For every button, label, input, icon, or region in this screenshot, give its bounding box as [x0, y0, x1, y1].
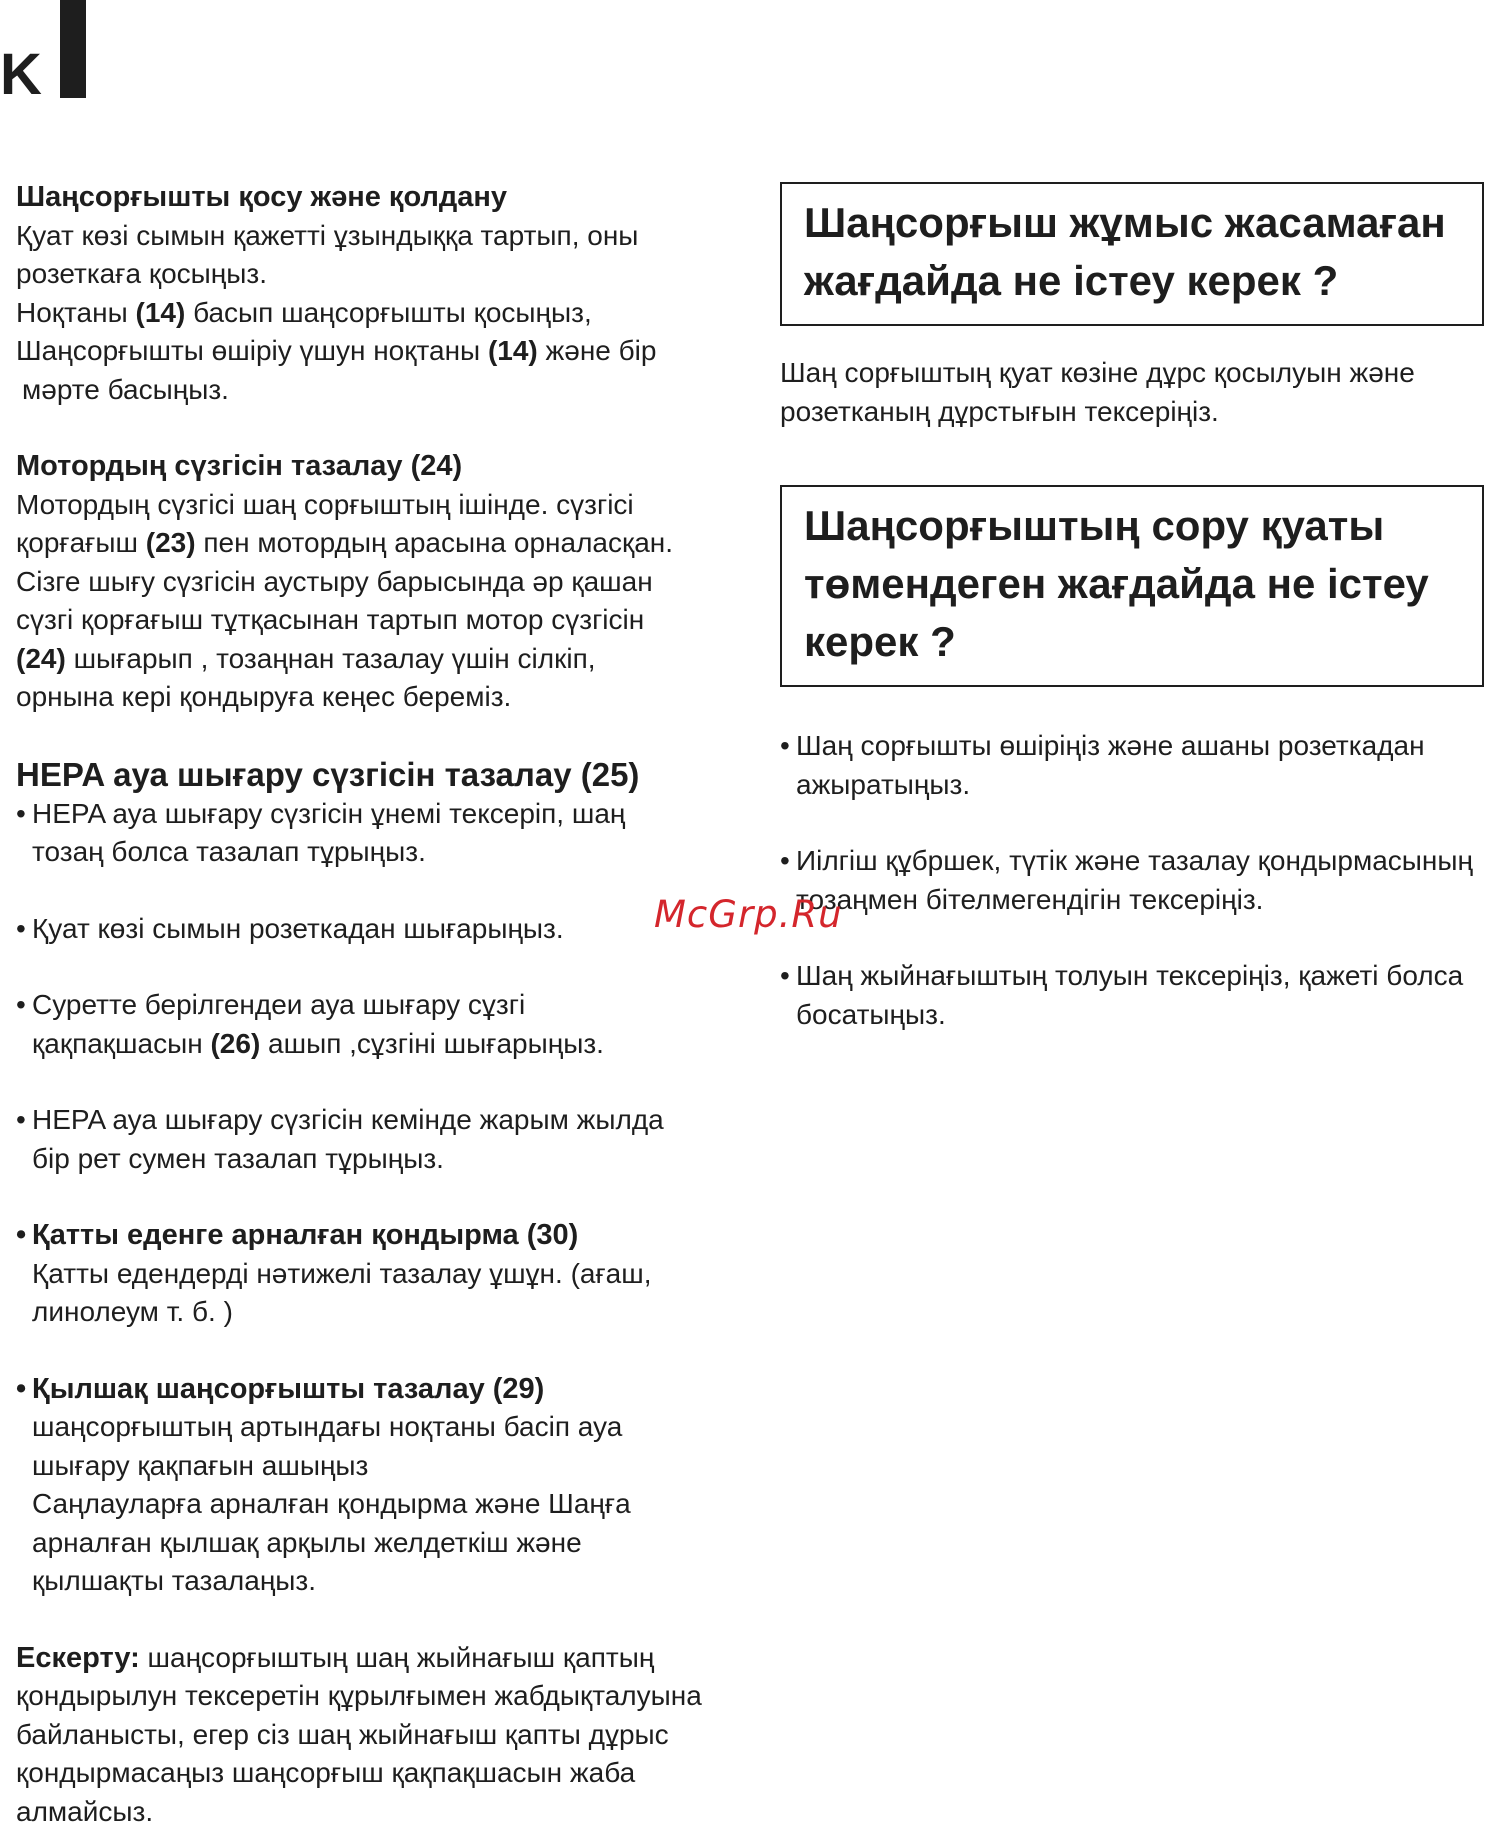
text-line: бір рет сумен тазалап тұрыңыз. — [32, 1142, 444, 1174]
text-line: тозаң болса тазалап тұрыңыз. — [32, 836, 426, 867]
left-column — [16, 178, 716, 1831]
text-line: линолеум т. б. ) — [32, 1296, 233, 1327]
bullet-heading-floor-nozzle: • Қатты еденге арналған қондырма (30) — [16, 1219, 579, 1251]
text-line: ажыратыңыз. — [796, 768, 971, 800]
bullet-item: • Шаң сорғышты өшіріңіз және ашаны розеткадан — [780, 730, 1425, 761]
text-line: Сізге шығу сүзгісін аустыру барысында әр қашан — [16, 565, 653, 597]
note-line: Ескерту: шаңсорғыштың шаң жыйнағыш қаптың — [16, 1641, 655, 1674]
text-line: мәрте басыңыз. — [22, 373, 229, 405]
text-line: Шаң сорғыштың қуат көзіне дұрс қосылуын және — [780, 357, 1415, 388]
text-line: Қатты едендерді нәтижелі тазалау ұшұн. (ағаш, — [32, 1257, 652, 1289]
section-title-usage: Шаңсорғышты қосу және қолдану — [16, 181, 508, 213]
text-line: қылшақты тазалаңыз. — [32, 1565, 317, 1596]
text-line: арналған қылшақ арқылы желдеткіш және — [32, 1526, 582, 1558]
text-line: қақпақшасын (26) ашып ,сұзгіні шығарыңыз. — [32, 1027, 604, 1059]
language-marker — [0, 0, 90, 110]
box-title-line: төмендеген жағдайда не істеу — [804, 560, 1429, 607]
bullet-item: • HEPA ауа шығару сүзгісін ұнемі тексеріп, шаң — [16, 797, 626, 829]
text-line: тозаңмен бітелмегендігін тексеріңіз. — [796, 883, 1264, 915]
section-title-motor-filter: Мотордың сүзгісін тазалау (24) — [16, 450, 463, 482]
note-label: Ескерту: — [16, 1641, 140, 1674]
text-line: қондырылун тексеретін құрылғымен жабдықталуына — [16, 1680, 702, 1711]
text-line: алмайсыз. — [16, 1795, 154, 1827]
text-line: розеткаға қосыңыз. — [16, 258, 267, 289]
text-line: (24) шығарып , тозаңнан тазалау үшін сілкіп, — [16, 642, 596, 674]
text-line: қондырмасаңыз шаңсорғыш қақпақшасын жаба — [16, 1757, 636, 1788]
bullet-item: • HEPA ауа шығару сүзгісін кемінде жарым жылда — [16, 1104, 664, 1135]
text-line: сүзгі қорғағыш тұтқасынан тартып мотор сүзгісін — [16, 604, 645, 635]
text-line: Саңлауларға арналған қондырма және Шаңға — [32, 1488, 631, 1519]
watermark: McGrp.Ru — [654, 893, 843, 936]
heading-box-not-working — [780, 182, 1484, 326]
language-bar — [60, 0, 86, 98]
text-line: розетканың дұрстығын тексеріңіз. — [780, 395, 1219, 427]
bullet-item: • Суретте берілгендеи ауа шығару сұзгі — [16, 989, 526, 1020]
box-title-line: керек ? — [804, 618, 956, 665]
box-title-line: жағдайда не істеу керек ? — [804, 257, 1339, 304]
heading-box-low-suction — [780, 485, 1484, 687]
text-line: Ноқтаны (14) басып шаңсорғышты қосыңыз, — [16, 296, 592, 328]
box-title-line: Шаңсорғыш жұмыс жасамаған — [804, 199, 1446, 246]
text-line: Шаңсорғышты өшіріу үшун ноқтаны (14) және бір — [16, 335, 657, 366]
text-line: Қуат көзі сымын қажетті ұзындыққа тартып, оны — [16, 219, 639, 251]
bullet-heading-brush-cleaning: • Қылшақ шаңсорғышты тазалау (29) — [16, 1372, 545, 1405]
section-title-hepa: HEPA ауа шығару сүзгісін тазалау (25) — [16, 755, 640, 793]
text-line: шығару қақпағын ашыңыз — [32, 1449, 369, 1481]
language-letter: K — [0, 42, 42, 107]
bullet-item: • Шаң жыйнағыштың толуын тексеріңіз, қажеті болса — [780, 960, 1464, 991]
text-line: Мотордың сүзгісі шаң сорғыштың ішінде. сүзгісі — [16, 488, 634, 520]
text-line: орнына кері қондыруға кеңес береміз. — [16, 681, 512, 712]
text-line: қорғағыш (23) пен мотордың арасына орналасқан. — [16, 527, 674, 558]
right-column — [780, 182, 1495, 1034]
text-line: байланысты, егер сіз шаң жыйнағыш қапты дұрыс — [16, 1718, 669, 1750]
text-line: шаңсорғыштың артындағы ноқтаны басіп ауа — [32, 1411, 623, 1442]
box-title-line: Шаңсорғыштың сору қуаты — [804, 502, 1385, 549]
text-line: босатыңыз. — [796, 998, 946, 1030]
bullet-item: • Қуат көзі сымын розеткадан шығарыңыз. — [16, 912, 564, 944]
bullet-item: • Иілгіш құбршек, түтік және тазалау қондырмасының — [780, 845, 1473, 876]
